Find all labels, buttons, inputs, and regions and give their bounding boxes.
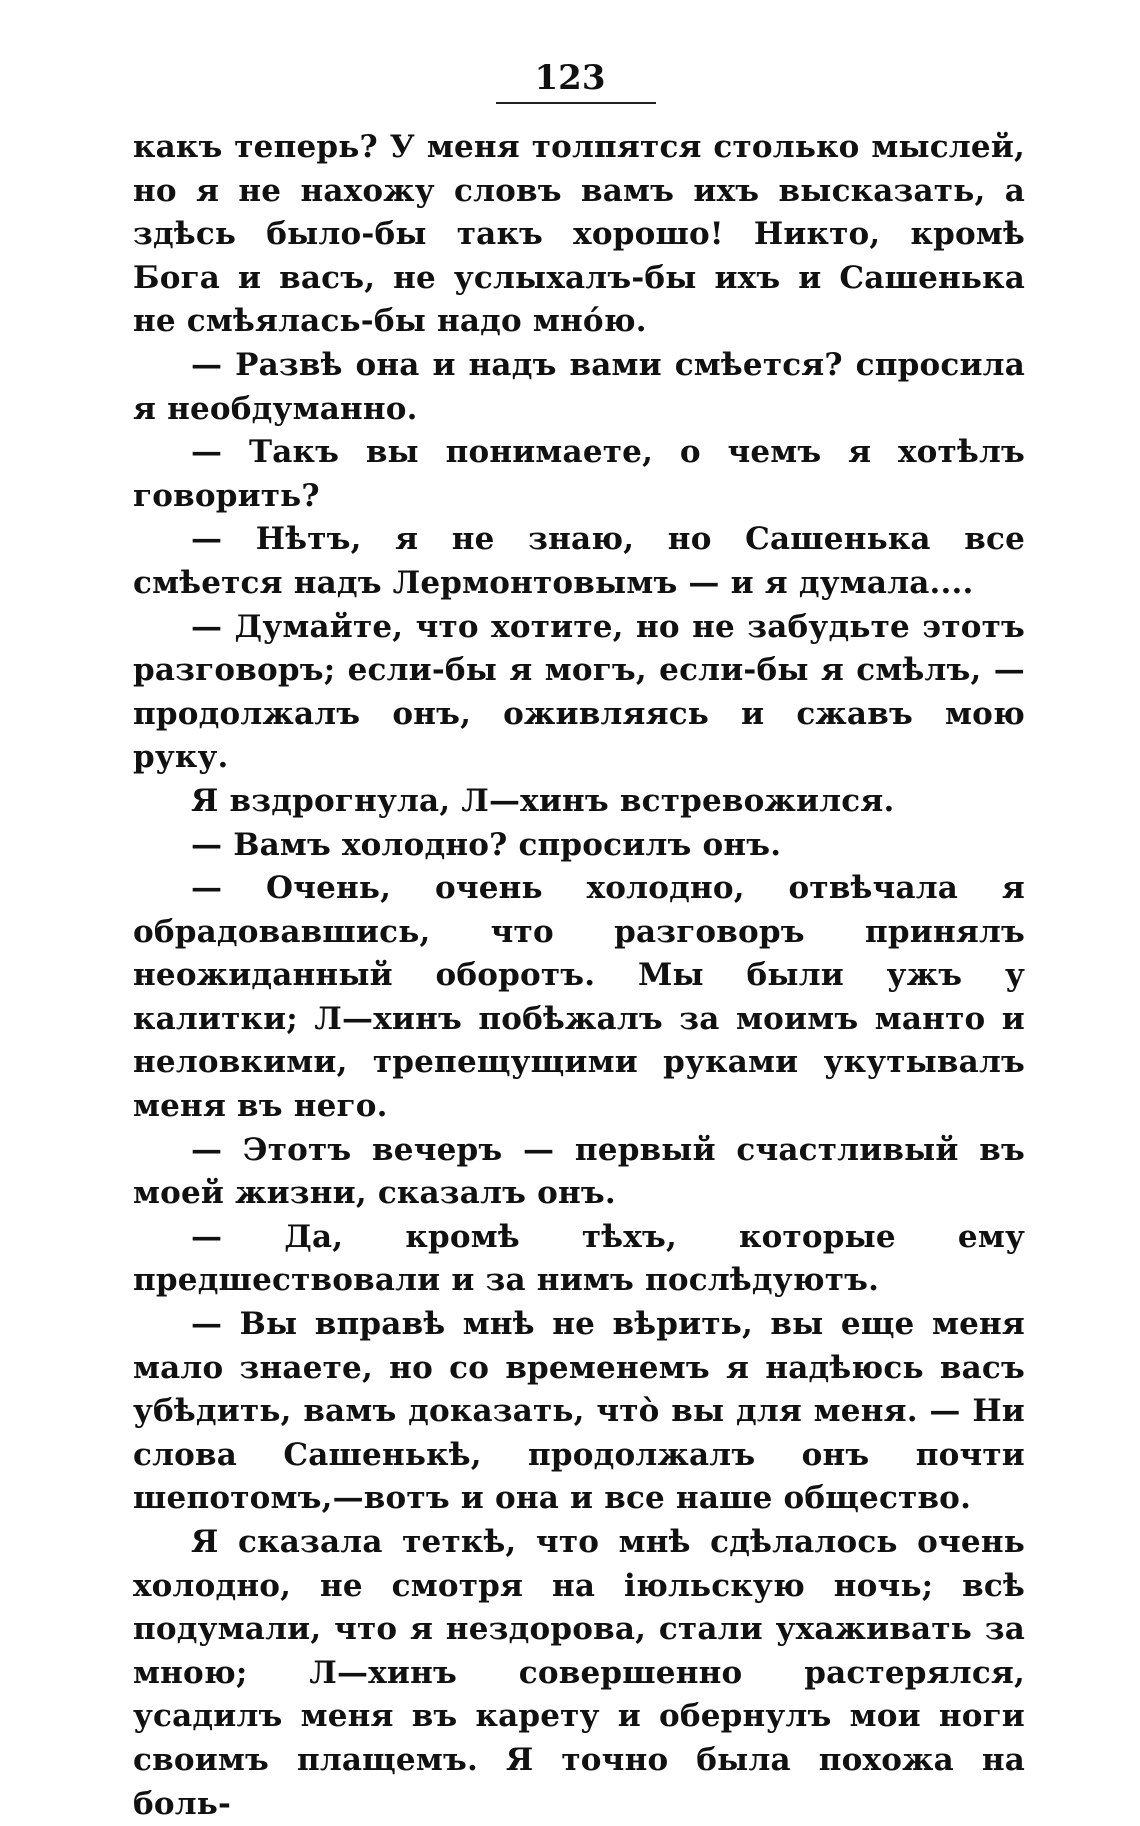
page-number: 123 [534, 58, 606, 98]
paragraph-11: — Вы вправѣ мнѣ не вѣрить, вы еще меня мало знаете, но со временемъ я надѣюсь васъ убѣдить, вамъ доказать, чтò вы для меня. — Ни слова Сашенькѣ, продолжалъ онъ почти шепотомъ,—вотъ и она и все наше общество. [133, 1306, 1025, 1517]
page-number-rule [496, 102, 656, 104]
paragraph-3: — Такъ вы понимаете, о чемъ я хотѣлъ говорить? [133, 434, 1025, 514]
paragraph-12: Я сказала теткѣ, что мнѣ сдѣлалось очень холодно, не смотря на іюльскую ночь; всѣ подумали, что я нездорова, стали ухаживать за мною; Л—хинъ совершенно растерялся, усадилъ меня въ карету и обернулъ мои ноги своимъ плащемъ. Я точно была похожа на боль- [133, 1524, 1025, 1822]
paragraph-2: — Развѣ она и надъ вами смѣется? спросила я необдуманно. [133, 346, 1025, 427]
paragraph-4: — Нѣтъ, я не знаю, но Сашенька все смѣется надъ Лермонтовымъ — и я думала.... [133, 521, 1025, 601]
paragraph-5: — Думайте, что хотите, но не забудьте этотъ разговоръ; если-бы я могъ, если-бы я смѣлъ, — продолжалъ онъ, оживляясь и сжавъ мою руку. [133, 608, 1025, 776]
paragraph-6: Я вздрогнула, Л—хинъ встревожился. [191, 782, 895, 819]
paragraph-8: — Очень, очень холодно, отвѣчала я обрадовавшись, что разговоръ принялъ неожиданный оборотъ. Мы были ужъ у калитки; Л—хинъ побѣжалъ за моимъ манто и неловкими, трепещущими руками укутывалъ меня въ него. [133, 870, 1025, 1125]
paragraph-10: — Да, кромѣ тѣхъ, которые ему предшествовали и за нимъ послѣдуютъ. [133, 1218, 1025, 1299]
paragraph-7: — Вамъ холодно? спросилъ онъ. [191, 826, 782, 863]
paragraph-1: какъ теперь? У меня толпятся столько мыслей, но я не нахожу словъ вамъ ихъ высказать, а здѣсь было-бы такъ хорошо! Никто, кромѣ Бога и васъ, не услыхалъ-бы ихъ и Сашенька не смѣялась-бы надо мнóю. [133, 129, 1025, 340]
body-text [133, 126, 1025, 1826]
paragraph-9: — Этотъ вечеръ — первый счастливый въ моей жизни, сказалъ онъ. [133, 1131, 1025, 1212]
